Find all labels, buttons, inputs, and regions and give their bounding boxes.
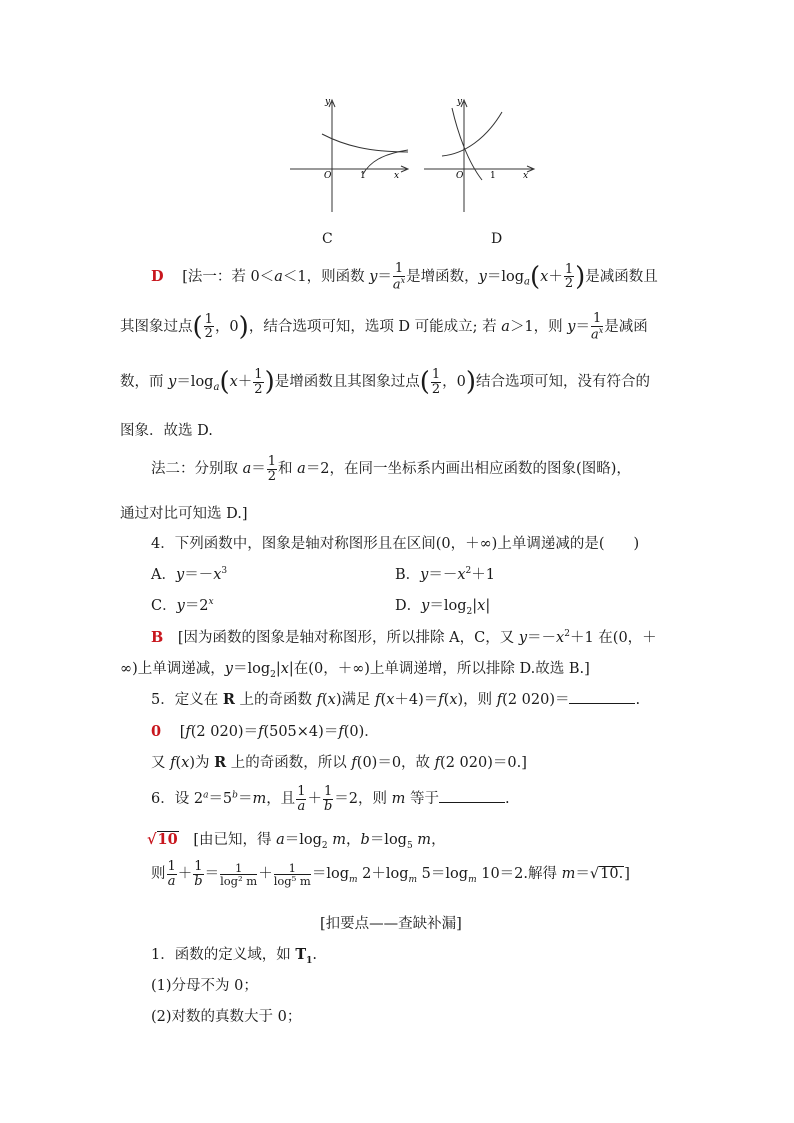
q3-l5-a: 法二：分别取 <box>151 461 243 478</box>
q5-stem: 5．定义在 R 上的奇函数 f(x)满足 f(x＋4)＝f(x)，则 f(2 020)＝ . <box>151 691 641 708</box>
section-item1: 1．函数的定义域，如 $T_1$. <box>151 946 318 966</box>
q3-l1-e: ＝ <box>377 268 392 285</box>
q3-line4: 图象．故选 D. <box>120 423 213 439</box>
q3-l3-d: a <box>213 382 220 394</box>
q4-explanation-line2: ∞)上单调递减，$y=\log_2|x|$在(0，＋∞)上单调递增，所以排除 D.故选 B.] <box>120 661 590 680</box>
q3-line3: 数，而 $y=\log_a(x+$ $\frac{1}{2}$ )是增函数且其图象过点( $\frac{1}{2}$ ，0)结合选项可知，没有符合的 <box>120 367 651 398</box>
q5-answer-blank <box>569 702 635 704</box>
q5-answer: 0 <box>151 723 162 740</box>
graph-c-one-label: 1 <box>360 171 366 181</box>
q3-l3-k: 结合选项可知，没有符合的 <box>476 374 651 391</box>
q3-l1-a: [法一：若 0＜ <box>182 268 275 285</box>
q3-l3-f: ＋ <box>237 374 253 391</box>
q3-l1-j: a <box>524 276 530 288</box>
q3-l2-frac1: $\frac{1}{2}$ <box>204 311 213 342</box>
q3-l1-n: 是减函数且 <box>585 268 658 285</box>
q6-frac2: $\frac{1}{b}$ <box>323 784 333 814</box>
q3-l1-k: x <box>540 268 549 285</box>
graph-c-y-label: y <box>325 97 331 107</box>
q3-l1-frac1: $\frac{1}{a^x}$ <box>392 261 406 292</box>
graph-c-x-label: x <box>394 171 400 181</box>
q3-l5-g: ＝2，在同一坐标系内画出相应函数的图象(图略)， <box>305 461 631 478</box>
graph-d-origin-label: O <box>456 171 464 181</box>
q3-l3-e: x <box>229 374 238 391</box>
q6-answer-blank <box>439 801 505 803</box>
q6-stem: 6．设 $2^a=5^b=m$，且 $\frac{1}{a}$ ＋ $\frac{1}{b}$ ＝2，则 m 等于 . <box>151 784 510 814</box>
section-sub1: (1)分母不为 0； <box>151 978 258 994</box>
q5-explanation-line1: 0 [f(2 020)＝f(505×4)＝f(0)． <box>151 723 379 740</box>
q4-option-d: D．$y=\log_2|x|$ <box>395 598 491 617</box>
q6-explanation-line2: 则 $\frac{1}{a}$ ＋ $\frac{1}{b}$ ＝ $\frac{1}{\text{log² m}}$ ＋ $\frac{1}{\text{log⁵ m}}$ $=\log_m$ $2+\log_m$ $5=\log_m$ 10＝2.解得 m＝√10.] <box>151 859 630 889</box>
q3-l1-g: 是增函数， <box>406 268 479 285</box>
q4-answer: B <box>151 629 164 646</box>
q3-l3-j: ，0 <box>442 374 466 391</box>
q3-l1-l: ＋ <box>548 268 563 285</box>
q6-answer: √10 <box>147 831 178 848</box>
q3-l5-f: a <box>297 461 306 478</box>
graph-c <box>290 94 410 214</box>
graph-d <box>424 94 544 214</box>
graph-c-origin-label: O <box>324 171 332 181</box>
section-sub2: (2)对数的真数大于 0； <box>151 1009 302 1025</box>
q4-option-c: C．$y=2^x$ <box>151 597 214 614</box>
q3-l5-c: ＝ <box>251 461 266 478</box>
q3-l2-j: 是减函 <box>604 318 648 335</box>
q6-explanation-line1: √10 [由已知，得 $a=\log_2$ m，$b=\log_5$ m， <box>147 831 446 851</box>
q3-l3-c: ＝log <box>176 374 214 391</box>
q5-explanation-line2: 又 f(x)为 R 上的奇函数，所以 f(0)＝0，故 f(2 020)＝0.] <box>151 754 527 771</box>
q3-l1-h: y <box>478 268 487 285</box>
q3-l1-frac2: $\frac{1}{2}$ <box>564 261 574 292</box>
q3-line1: D [法一：若 0＜a＜1，则函数 y＝ $\frac{1}{a^x}$ 是增函数，$y=\log_a(x+$ $\frac{1}{2}$ )是减函数且 <box>151 261 658 292</box>
q3-l2-h: ＝ <box>575 318 590 335</box>
q4-option-b: B．$y=-x^2+1$ <box>395 566 496 583</box>
q3-answer: D <box>151 267 164 285</box>
q3-l3-b: y <box>168 374 177 391</box>
q3-l1-i: ＝log <box>486 268 525 285</box>
graph-d-y-label: y <box>457 97 463 107</box>
q3-line2: 其图象过点( $\frac{1}{2}$ ，0)，结合选项可知，选项 D 可能成立; 若 a＞1，则 y＝ $\frac{1}{a^x}$ 是减函 <box>120 311 648 342</box>
q3-l2-e: a <box>501 318 510 335</box>
graph-d-caption: D <box>491 231 503 247</box>
q3-l2-frac2: $\frac{1}{a^x}$ <box>590 311 604 342</box>
q3-l5-e: 和 <box>278 461 298 478</box>
graph-c-caption: C <box>322 231 333 247</box>
q3-l5-b: a <box>242 461 252 478</box>
q3-line5 <box>151 455 631 483</box>
q3-l1-c: ＜1，则函数 <box>282 268 370 285</box>
q3-l3-frac2: $\frac{1}{2}$ <box>431 367 441 397</box>
q3-l2-a: 其图象过点 <box>120 318 193 335</box>
q3-l1-b: a <box>274 268 283 285</box>
q4-explanation-line1: B [因为函数的图象是轴对称图形，所以排除 A，C，又 $y=-x^2+1$ 在(0，＋ <box>151 629 657 646</box>
q3-l3-h: 是增函数且其图象过点 <box>274 374 420 391</box>
graph-d-x-label: x <box>523 171 529 181</box>
q3-l3-frac1: $\frac{1}{2}$ <box>254 367 263 397</box>
q3-l1-d: y <box>369 268 378 285</box>
q3-l2-d: ，结合选项可知，选项 D 可能成立; 若 <box>248 318 502 335</box>
q3-l2-g: y <box>567 318 576 335</box>
q4-stem: 4．下列函数中，图象是轴对称图形且在区间(0，＋∞)上单调递减的是( ) <box>151 536 640 552</box>
q3-line6: 通过对比可知选 D.] <box>120 506 248 522</box>
q3-l3-a: 数，而 <box>120 374 169 391</box>
section-title: [扣要点——查缺补漏] <box>320 916 462 932</box>
q3-l2-f: ＞1，则 <box>509 318 568 335</box>
q6-frac1: $\frac{1}{a}$ <box>297 784 306 814</box>
q4-option-a: A．$y=-x^3$ <box>151 566 228 583</box>
q3-l5-frac: $\frac{1}{2}$ <box>267 454 277 484</box>
graph-d-one-label: 1 <box>490 171 496 181</box>
q3-l2-c: ，0 <box>214 318 239 335</box>
